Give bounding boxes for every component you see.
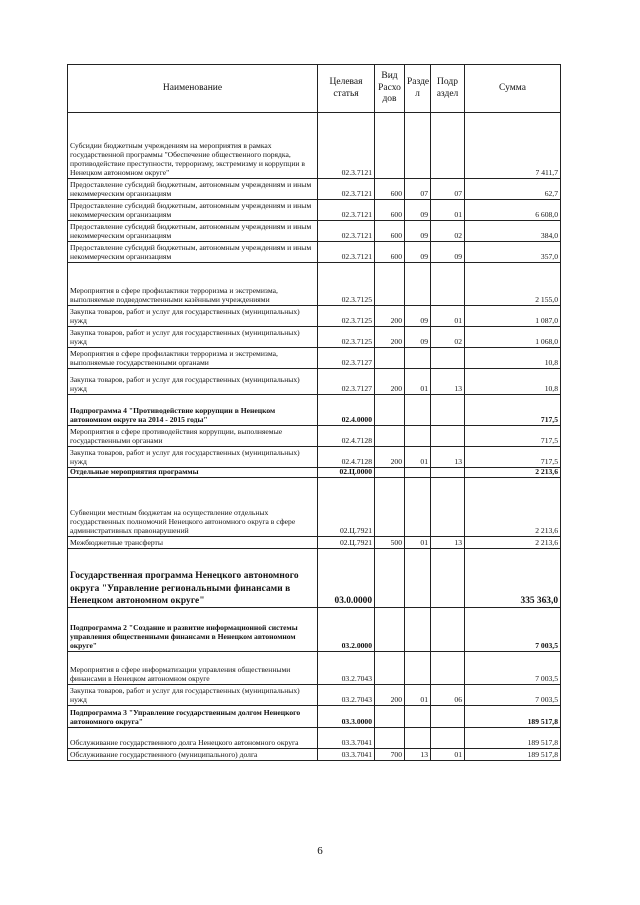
row-target-cell: 02.3.7121 [318,113,375,179]
row-subsection-cell: 01 [431,200,465,221]
row-sum-cell: 2 155,0 [465,263,561,306]
row-subsection-cell: 06 [431,684,465,705]
row-sum-cell: 189 517,8 [465,727,561,748]
row-subsection-cell [431,651,465,684]
row-target-cell: 02.3.7127 [318,369,375,395]
row-expense-cell: 600 [375,221,405,242]
row-expense-cell: 200 [375,306,405,327]
table-row [68,705,561,727]
row-expense-cell: 700 [375,748,405,760]
row-subsection-cell: 09 [431,242,465,263]
row-sum-cell: 7 411,7 [465,113,561,179]
row-section-cell: 13 [405,748,431,760]
row-target-cell: 03.2.0000 [318,607,375,651]
row-name-cell: Предоставление субсидий бюджетным, автономным учреждениям и иным некоммерческим организациям [68,242,318,263]
row-expense-cell [375,548,405,607]
row-section-cell: 01 [405,684,431,705]
row-target-cell: 02.3.7121 [318,179,375,200]
table-row [68,327,561,348]
row-section-cell [405,426,431,447]
row-expense-cell: 200 [375,327,405,348]
row-sum-cell: 6 608,0 [465,200,561,221]
row-name-cell: Мероприятия в сфере профилактики терроризма и экстремизма, выполняемые государственными органами [68,348,318,369]
row-sum-cell: 7 003,5 [465,651,561,684]
row-name-cell: Закупка товаров, работ и услуг для государственных (муниципальных) нужд [68,684,318,705]
row-expense-cell [375,727,405,748]
header-name: Наименование [68,65,318,113]
row-name-cell: Государственная программа Ненецкого автономного округа "Управление региональными финансами в Ненецком автономном округе" [68,548,318,607]
row-expense-cell [375,263,405,306]
row-name-cell: Межбюджетные трансферты [68,536,318,548]
row-subsection-cell [431,348,465,369]
row-expense-cell [375,705,405,727]
row-subsection-cell [431,395,465,426]
row-subsection-cell: 01 [431,748,465,760]
row-subsection-cell [431,113,465,179]
row-target-cell: 02.4.0000 [318,395,375,426]
row-expense-cell [375,651,405,684]
row-expense-cell: 600 [375,242,405,263]
row-target-cell: 03.3.7041 [318,748,375,760]
row-subsection-cell [431,263,465,306]
row-sum-cell: 717,5 [465,426,561,447]
header-expense-type: Вид Расхо дов [375,65,405,113]
row-target-cell: 02.4.7128 [318,426,375,447]
row-target-cell: 02.4.7128 [318,447,375,468]
row-target-cell: 03.2.7043 [318,684,375,705]
row-name-cell: Мероприятия в сфере профилактики терроризма и экстремизма, выполняемые подведомственными казёнными учреждениями [68,263,318,306]
row-sum-cell: 2 213,6 [465,536,561,548]
row-section-cell [405,727,431,748]
row-target-cell: 02.Ц.7921 [318,536,375,548]
row-expense-cell: 200 [375,684,405,705]
table-row [68,426,561,447]
row-sum-cell: 10,8 [465,348,561,369]
row-name-cell: Предоставление субсидий бюджетным, автономным учреждениям и иным некоммерческим организациям [68,200,318,221]
row-expense-cell: 200 [375,447,405,468]
row-subsection-cell [431,727,465,748]
row-subsection-cell [431,426,465,447]
row-section-cell: 09 [405,221,431,242]
row-section-cell [405,113,431,179]
row-sum-cell: 717,5 [465,447,561,468]
row-name-cell: Отдельные мероприятия программы [68,468,318,478]
row-sum-cell: 7 003,5 [465,607,561,651]
row-target-cell: 03.2.7043 [318,651,375,684]
row-section-cell: 09 [405,200,431,221]
row-section-cell [405,548,431,607]
row-target-cell: 02.Ц.7921 [318,477,375,536]
table-row [68,200,561,221]
row-target-cell: 02.3.7127 [318,348,375,369]
table-row [68,179,561,200]
row-section-cell: 01 [405,447,431,468]
table-row [68,536,561,548]
row-subsection-cell [431,468,465,478]
row-expense-cell: 500 [375,536,405,548]
budget-table [67,64,561,761]
row-sum-cell: 189 517,8 [465,705,561,727]
row-section-cell [405,705,431,727]
row-sum-cell: 384,0 [465,221,561,242]
row-subsection-cell: 02 [431,327,465,348]
row-sum-cell: 1 087,0 [465,306,561,327]
row-target-cell: 03.3.0000 [318,705,375,727]
table-row [68,607,561,651]
row-name-cell: Обслуживание государственного долга Ненецкого автономного округа [68,727,318,748]
table-row [68,548,561,607]
row-name-cell: Субсидии бюджетным учреждениям на мероприятия в рамках государственной программы "Обеспечение общественного порядка, противодействие преступности, терроризму, экстремизму и коррупции в Ненецком автономном округе" [68,113,318,179]
row-sum-cell: 717,5 [465,395,561,426]
row-name-cell: Мероприятия в сфере противодействия коррупции, выполняемые государственными органами [68,426,318,447]
row-name-cell: Закупка товаров, работ и услуг для государственных (муниципальных) нужд [68,327,318,348]
row-expense-cell [375,607,405,651]
row-subsection-cell [431,607,465,651]
row-expense-cell: 600 [375,179,405,200]
row-subsection-cell: 01 [431,306,465,327]
header-section: Разде л [405,65,431,113]
row-section-cell: 09 [405,242,431,263]
row-target-cell: 02.3.7121 [318,221,375,242]
page-number: 6 [317,845,323,857]
row-subsection-cell [431,548,465,607]
table-row [68,748,561,760]
row-target-cell: 02.3.7121 [318,200,375,221]
header-target-article: Целевая статья [318,65,375,113]
row-sum-cell: 2 213,6 [465,468,561,478]
table-row [68,651,561,684]
row-subsection-cell [431,705,465,727]
row-subsection-cell: 13 [431,369,465,395]
table-row [68,221,561,242]
row-name-cell: Обслуживание государственного (муниципального) долга [68,748,318,760]
row-section-cell [405,263,431,306]
row-section-cell: 09 [405,306,431,327]
row-name-cell: Закупка товаров, работ и услуг для государственных (муниципальных) нужд [68,369,318,395]
row-target-cell: 02.Ц.0000 [318,468,375,478]
row-name-cell: Предоставление субсидий бюджетным, автономным учреждениям и иным некоммерческим организациям [68,179,318,200]
row-sum-cell: 335 363,0 [465,548,561,607]
table-header-row [68,65,561,113]
row-section-cell: 09 [405,327,431,348]
table-row [68,684,561,705]
row-sum-cell: 357,0 [465,242,561,263]
row-section-cell: 07 [405,179,431,200]
row-sum-cell: 189 517,8 [465,748,561,760]
row-target-cell: 02.3.7125 [318,327,375,348]
table-row [68,477,561,536]
row-subsection-cell: 13 [431,447,465,468]
row-expense-cell [375,348,405,369]
row-expense-cell [375,113,405,179]
row-target-cell: 02.3.7121 [318,242,375,263]
table-row [68,468,561,478]
row-name-cell: Закупка товаров, работ и услуг для государственных (муниципальных) нужд [68,447,318,468]
row-target-cell: 02.3.7125 [318,263,375,306]
row-expense-cell: 600 [375,200,405,221]
row-subsection-cell [431,477,465,536]
row-sum-cell: 2 213,6 [465,477,561,536]
row-expense-cell [375,426,405,447]
row-section-cell: 01 [405,536,431,548]
row-section-cell [405,607,431,651]
row-subsection-cell: 02 [431,221,465,242]
row-subsection-cell: 07 [431,179,465,200]
row-name-cell: Подпрограмма 4 "Противодействие коррупции в Ненецком автономном округе на 2014 - 2015 годы" [68,395,318,426]
row-section-cell: 01 [405,369,431,395]
table-row [68,395,561,426]
table-row [68,306,561,327]
table-row [68,263,561,306]
table-body [68,113,561,761]
table-row [68,348,561,369]
row-target-cell: 02.3.7125 [318,306,375,327]
row-name-cell: Закупка товаров, работ и услуг для государственных (муниципальных) нужд [68,306,318,327]
row-name-cell: Подпрограмма 2 "Создание и развитие информационной системы управления общественными финансами в Ненецком автономном округе" [68,607,318,651]
table-row [68,242,561,263]
header-sum: Сумма [465,65,561,113]
table-row [68,447,561,468]
row-name-cell: Мероприятия в сфере информатизации управления общественными финансами в Ненецком автономном округе [68,651,318,684]
row-section-cell [405,468,431,478]
row-section-cell [405,395,431,426]
row-target-cell: 03.0.0000 [318,548,375,607]
row-target-cell: 03.3.7041 [318,727,375,748]
table-row [68,369,561,395]
row-sum-cell: 7 003,5 [465,684,561,705]
table-row [68,727,561,748]
row-section-cell [405,477,431,536]
row-sum-cell: 62,7 [465,179,561,200]
row-section-cell [405,348,431,369]
row-expense-cell [375,468,405,478]
table-row [68,113,561,179]
row-name-cell: Подпрограмма 3 "Управление государственным долгом Ненецкого автономного округа" [68,705,318,727]
row-section-cell [405,651,431,684]
row-expense-cell [375,395,405,426]
row-subsection-cell: 13 [431,536,465,548]
row-expense-cell [375,477,405,536]
row-name-cell: Субвенции местным бюджетам на осуществление отдельных государственных полномочий Ненецкого автономного округа в сфере административных правонарушений [68,477,318,536]
row-expense-cell: 200 [375,369,405,395]
header-subsection: Подр аздел [431,65,465,113]
row-sum-cell: 10,8 [465,369,561,395]
row-name-cell: Предоставление субсидий бюджетным, автономным учреждениям и иным некоммерческим организациям [68,221,318,242]
row-sum-cell: 1 068,0 [465,327,561,348]
